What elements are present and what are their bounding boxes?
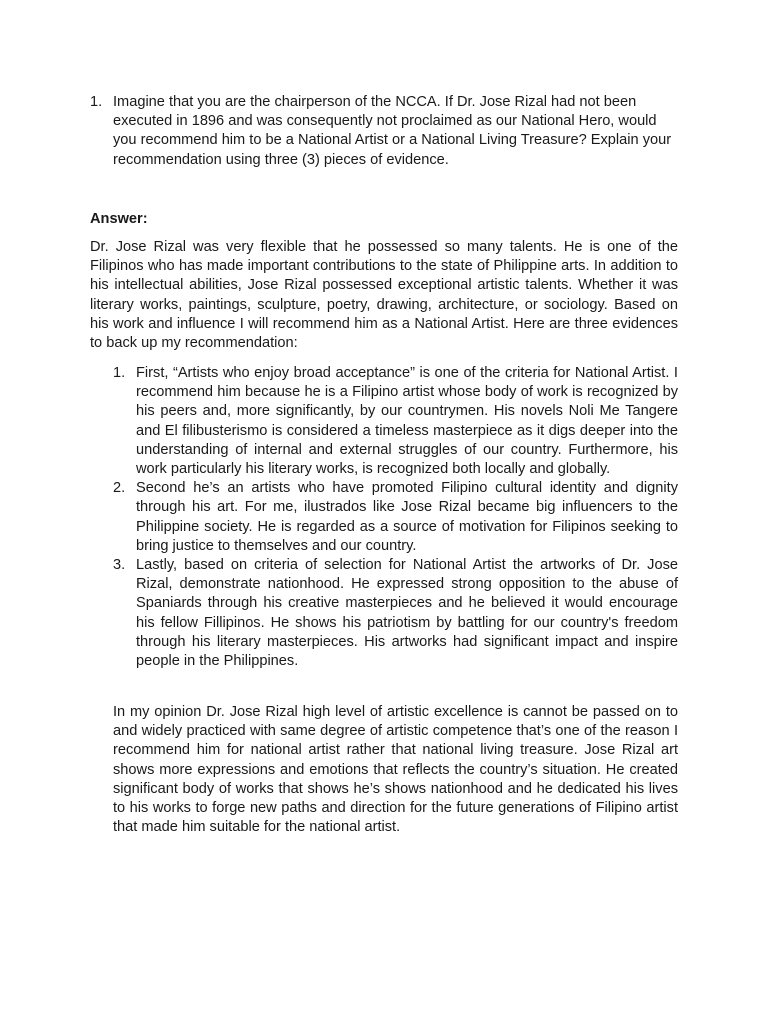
evidence-item <box>113 479 678 556</box>
evidence-text: First, “Artists who enjoy broad acceptance” is one of the criteria for National Artist. I recommend him because he is a Filipino artist whose body of work is recognized by his peers and, more significantly, by our countrymen. His novels Noli Me Tangere and El filibusterismo is considered a timeless masterpiece as it digs deeper into the understanding of internal and external struggles of our country. Furthermore, his work particularly his literary works, is recognized both locally and globally. <box>136 365 678 478</box>
evidence-list <box>113 364 678 671</box>
question-item <box>90 93 678 170</box>
evidence-number: 3. <box>113 557 126 574</box>
conclusion-paragraph: In my opinion Dr. Jose Rizal high level of artistic excellence is cannot be passed on to and widely practiced with same degree of artistic competence that’s one of the reason I recommend him for national artist rather that national living treasure. Jose Rizal art shows more expressions and emotions that reflects the country’s situation. He created significant body of works that shows he’s shows nationhood and he dedicated his lives to his works to forge new paths and direction for the future generations of Filipino artist that made him suitable for the national artist. <box>113 704 678 836</box>
answer-intro-paragraph: Dr. Jose Rizal was very flexible that he possessed so many talents. He is one of the Filipinos who has made important contributions to the state of Philippine arts. In addition to his intellectual abilities, Jose Rizal possessed exceptional artistic talents. Whether it was literary works, paintings, sculpture, poetry, drawing, architecture, or sociology. Based on his work and influence I will recommend him as a National Artist. Here are three evidences to back up my recommendation: <box>90 239 678 352</box>
evidence-text: Lastly, based on criteria of selection for National Artist the artworks of Dr. Jose Rizal, demonstrate nationhood. He expressed strong opposition to the abuse of Spaniards through his creative masterpieces and he believed it would encourage his fellow Fillipinos. He shows his patriotism by battling for our country's freedom through his literary masterpieces. His artworks had significant impact and inspire people in the Philippines. <box>136 557 678 670</box>
answer-heading: Answer: <box>90 211 148 227</box>
evidence-item <box>113 556 678 671</box>
question-text: Imagine that you are the chairperson of the NCCA. If Dr. Jose Rizal had not been executed in 1896 and was consequently not proclaimed as our National Hero, would you recommend him to be a National Artist or a National Living Treasure? Explain your recommendation using three (3) pieces of evidence. <box>113 94 672 168</box>
question-number: 1. <box>90 94 103 110</box>
evidence-item <box>113 364 678 479</box>
evidence-text: Second he’s an artists who have promoted Filipino cultural identity and dignity through his art. For me, ilustrados like Jose Rizal became big influencers to the Philippine society. He is regarded as a source of motivation for Filipinos seeking to bring justice to themselves and our country. <box>136 480 678 554</box>
evidence-number: 1. <box>113 365 126 381</box>
evidence-number: 2. <box>113 480 126 497</box>
